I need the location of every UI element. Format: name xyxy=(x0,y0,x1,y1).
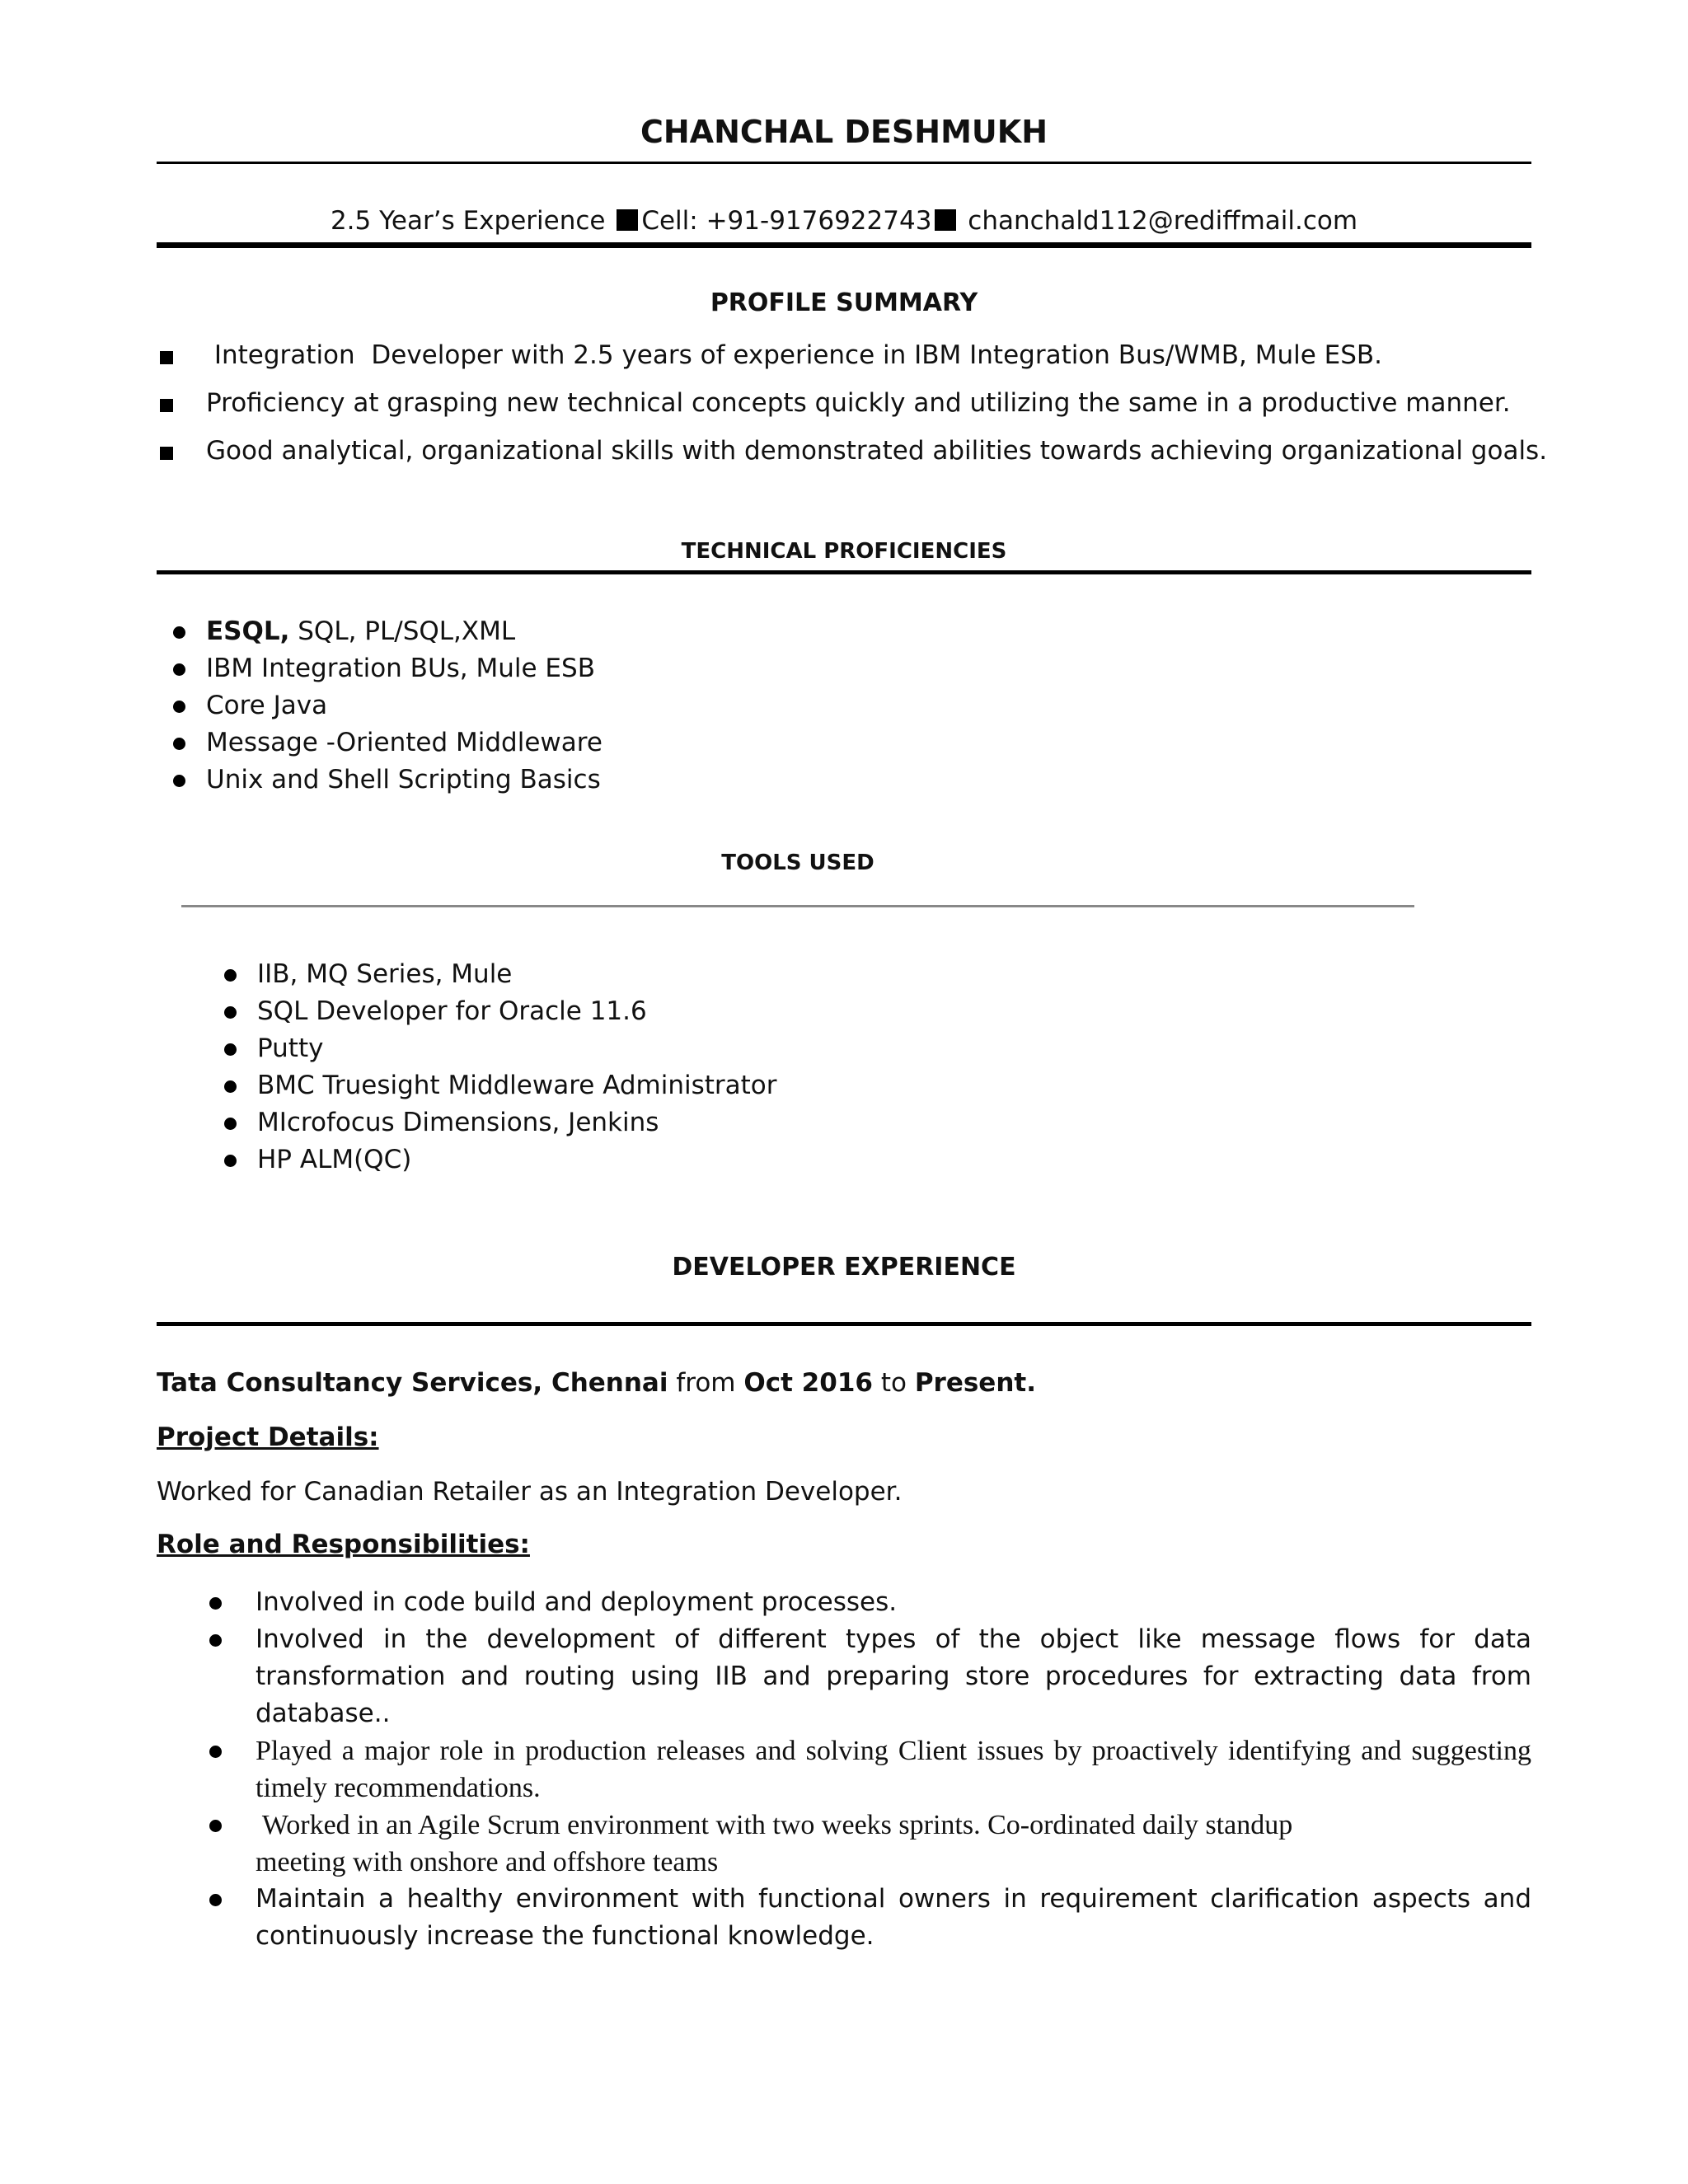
list-item-text: Message -Oriented Middleware xyxy=(206,728,603,757)
email-text: chanchald112@rediffmail.com xyxy=(968,206,1358,236)
bullet-icon xyxy=(209,1746,222,1758)
end-date: Present. xyxy=(914,1368,1036,1398)
bullet-icon xyxy=(173,738,185,750)
bullet-icon xyxy=(209,1820,222,1832)
list-item-text: Core Java xyxy=(206,691,328,720)
separator-square-icon xyxy=(935,209,956,231)
list-item-text: Proficiency at grasping new technical concepts quickly and utilizing the same in a productive manner. xyxy=(206,388,1511,418)
developer-experience-heading: DEVELOPER EXPERIENCE xyxy=(672,1253,1016,1282)
technical-proficiencies-heading: TECHNICAL PROFICIENCIES xyxy=(681,539,1007,564)
tools-heading-underline xyxy=(181,905,1414,907)
list-item-text: IIB, MQ Series, Mule xyxy=(257,959,513,989)
cell-text: Cell: +91-9176922743 xyxy=(641,206,932,236)
list-item-text: Integration Developer with 2.5 years of experience in IBM Integration Bus/WMB, Mule ESB. xyxy=(206,340,1383,370)
contact-line xyxy=(157,206,1531,236)
square-bullet-icon xyxy=(160,351,173,364)
bullet-icon xyxy=(209,1634,222,1647)
bullet-icon xyxy=(209,1894,222,1906)
technical-heading-underline xyxy=(157,570,1531,574)
list-item-text xyxy=(206,613,515,650)
bold-text: ESQL, xyxy=(206,616,290,646)
project-details-label: Project Details: xyxy=(157,1422,379,1452)
list-item-text: Good analytical, organizational skills with demonstrated abilities towards achieving organizational goals. xyxy=(206,436,1548,466)
list-item-text: Unix and Shell Scripting Basics xyxy=(206,765,601,794)
bullet-icon xyxy=(173,626,185,639)
name-underline xyxy=(157,162,1531,164)
list-item xyxy=(157,1732,1531,1807)
list-item-text: IBM Integration BUs, Mule ESB xyxy=(206,654,595,683)
company-name: Tata Consultancy Services, Chennai xyxy=(157,1368,668,1398)
start-date: Oct 2016 xyxy=(743,1368,873,1398)
list-item xyxy=(157,1584,1531,1621)
candidate-name: CHANCHAL DESHMUKH xyxy=(640,114,1048,150)
experience-heading-underline xyxy=(157,1322,1531,1326)
list-item xyxy=(157,1807,1531,1881)
square-bullet-icon xyxy=(160,399,173,412)
from-word: from xyxy=(668,1368,744,1398)
list-item-text: Putty xyxy=(257,1033,324,1063)
list-item-text: Worked in an Agile Scrum environment with two weeks sprints. Co-ordinated daily standup xyxy=(256,1810,1293,1840)
responsibilities-list xyxy=(157,1584,1531,1955)
list-item-text: HP ALM(QC) xyxy=(257,1145,412,1174)
profile-summary-heading: PROFILE SUMMARY xyxy=(710,288,978,317)
experience-text: 2.5 Year’s Experience xyxy=(330,206,606,236)
list-item-text-continued: meeting with onshore and offshore teams xyxy=(256,1847,719,1877)
tools-used-heading: TOOLS USED xyxy=(721,851,874,875)
list-item-text: Involved in the development of different types of the object like message flows for data transformation and routing using IIB and preparing store procedures for extracting data from database.. xyxy=(256,1624,1531,1728)
separator-square-icon xyxy=(617,209,638,231)
list-item xyxy=(157,1621,1531,1732)
contact-underline xyxy=(157,242,1531,248)
project-details-text: Worked for Canadian Retailer as an Integration Developer. xyxy=(157,1477,903,1507)
list-item-text: MIcrofocus Dimensions, Jenkins xyxy=(257,1108,659,1137)
bullet-icon xyxy=(209,1597,222,1610)
list-item-text: BMC Truesight Middleware Administrator xyxy=(257,1071,777,1100)
square-bullet-icon xyxy=(160,447,173,460)
roles-label: Role and Responsibilities: xyxy=(157,1530,530,1559)
bullet-icon xyxy=(224,1118,237,1130)
list-item-text: Played a major role in production releases and solving Client issues by proactively identifying and suggesting timely recommendations. xyxy=(256,1736,1531,1803)
bullet-icon xyxy=(224,1043,237,1056)
bullet-icon xyxy=(173,663,185,676)
employment-line xyxy=(157,1368,1036,1398)
list-item-text: SQL Developer for Oracle 11.6 xyxy=(257,996,647,1026)
bullet-icon xyxy=(224,1006,237,1019)
to-word: to xyxy=(872,1368,915,1398)
list-item-text: Maintain a healthy environment with functional owners in requirement clarification aspects and continuously increase the functional knowledge. xyxy=(256,1884,1531,1951)
bullet-icon xyxy=(173,775,185,787)
bullet-icon xyxy=(173,701,185,713)
bullet-icon xyxy=(224,1155,237,1167)
list-item xyxy=(157,1881,1531,1955)
bullet-icon xyxy=(224,1080,237,1093)
bullet-icon xyxy=(224,969,237,982)
list-item-text: Involved in code build and deployment processes. xyxy=(256,1587,898,1617)
plain-text: SQL, PL/SQL,XML xyxy=(289,616,516,646)
